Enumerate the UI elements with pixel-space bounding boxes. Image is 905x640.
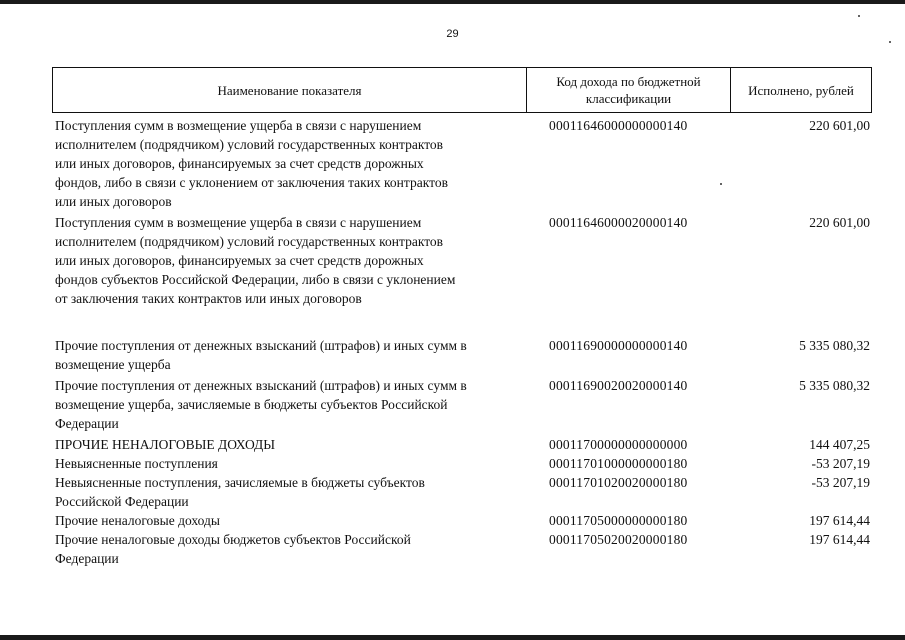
header-value: Исполнено, рублей xyxy=(748,82,854,98)
row-name-line: исполнителем (подрядчиком) условий государственных контрактов xyxy=(55,234,444,249)
table-body xyxy=(55,116,870,568)
row-name xyxy=(55,116,533,211)
row-name-line: возмещение ущерба xyxy=(55,357,171,372)
table-header xyxy=(52,67,872,113)
row-value: 220 601,00 xyxy=(809,215,870,230)
table-row xyxy=(55,454,870,473)
page-number: 29 xyxy=(446,28,459,40)
row-name-line: Невыясненные поступления xyxy=(55,456,218,471)
table-row xyxy=(55,376,870,433)
row-code: 00011690020020000140 xyxy=(549,378,688,393)
row-name-line: Невыясненные поступления, зачисляемые в бюджеты субъектов xyxy=(55,475,425,490)
row-name-line: Прочие поступления от денежных взысканий (штрафов) и иных сумм в xyxy=(55,338,467,353)
row-code: 00011690000000000140 xyxy=(549,338,688,353)
row-name-line: Российской Федерации xyxy=(55,494,189,509)
row-name xyxy=(55,473,533,511)
row-name-line: фондов, либо в связи с уклонением от заключения таких контрактов xyxy=(55,175,448,190)
row-name xyxy=(55,336,533,374)
scan-border-top xyxy=(0,0,905,4)
row-value: 144 407,25 xyxy=(809,437,870,452)
row-name-line: Федерации xyxy=(55,551,119,566)
row-code: 00011705000000000180 xyxy=(549,513,688,528)
row-code: 00011646000000000140 xyxy=(549,118,688,133)
table-row xyxy=(55,336,870,374)
row-code: 00011701000000000180 xyxy=(549,456,688,471)
row-code: 00011700000000000000 xyxy=(549,437,688,452)
row-value: 220 601,00 xyxy=(809,118,870,133)
row-code: 00011701020020000180 xyxy=(549,475,688,490)
header-name: Наименование показателя xyxy=(53,68,527,112)
row-code: 00011646000020000140 xyxy=(549,215,688,230)
scan-border-bottom xyxy=(0,635,905,640)
row-value: 197 614,44 xyxy=(809,532,870,547)
row-value: 197 614,44 xyxy=(809,513,870,528)
table-row xyxy=(55,116,870,211)
table-row xyxy=(55,435,870,454)
row-name-line: или иных договоров, финансируемых за счет средств дорожных xyxy=(55,156,424,171)
row-name xyxy=(55,435,533,454)
row-name-line: Прочие неналоговые доходы бюджетов субъектов Российской xyxy=(55,532,411,547)
table-row xyxy=(55,530,870,568)
row-value: 5 335 080,32 xyxy=(799,338,870,353)
row-name-line: от заключения таких контрактов или иных договоров xyxy=(55,291,362,306)
row-name-line: ПРОЧИЕ НЕНАЛОГОВЫЕ ДОХОДЫ xyxy=(55,437,276,452)
table-row xyxy=(55,511,870,530)
row-name-line: исполнителем (подрядчиком) условий государственных контрактов xyxy=(55,137,444,152)
row-name-line: или иных договоров xyxy=(55,194,172,209)
header-code: Код дохода по бюджетной классификации xyxy=(527,68,731,112)
scan-speck xyxy=(889,41,891,43)
row-value: -53 207,19 xyxy=(811,456,870,471)
row-name xyxy=(55,530,533,568)
row-name-line: Федерации xyxy=(55,416,119,431)
row-value: -53 207,19 xyxy=(811,475,870,490)
row-name-line: или иных договоров, финансируемых за счет средств дорожных xyxy=(55,253,424,268)
row-name-line: Прочие неналоговые доходы xyxy=(55,513,220,528)
row-value: 5 335 080,32 xyxy=(799,378,870,393)
row-name xyxy=(55,213,533,308)
table-row xyxy=(55,473,870,511)
row-name xyxy=(55,511,533,530)
row-name-line: Поступления сумм в возмещение ущерба в связи с нарушением xyxy=(55,215,422,230)
row-code: 00011705020020000180 xyxy=(549,532,688,547)
row-name-line: Прочие поступления от денежных взысканий (штрафов) и иных сумм в xyxy=(55,378,467,393)
row-name xyxy=(55,454,533,473)
scan-speck xyxy=(858,15,860,17)
row-name-line: Поступления сумм в возмещение ущерба в связи с нарушением xyxy=(55,118,422,133)
row-name-line: фондов субъектов Российской Федерации, либо в связи с уклонением xyxy=(55,272,456,287)
row-name xyxy=(55,376,533,433)
table-row xyxy=(55,213,870,308)
row-name-line: возмещение ущерба, зачисляемые в бюджеты субъектов Российской xyxy=(55,397,448,412)
